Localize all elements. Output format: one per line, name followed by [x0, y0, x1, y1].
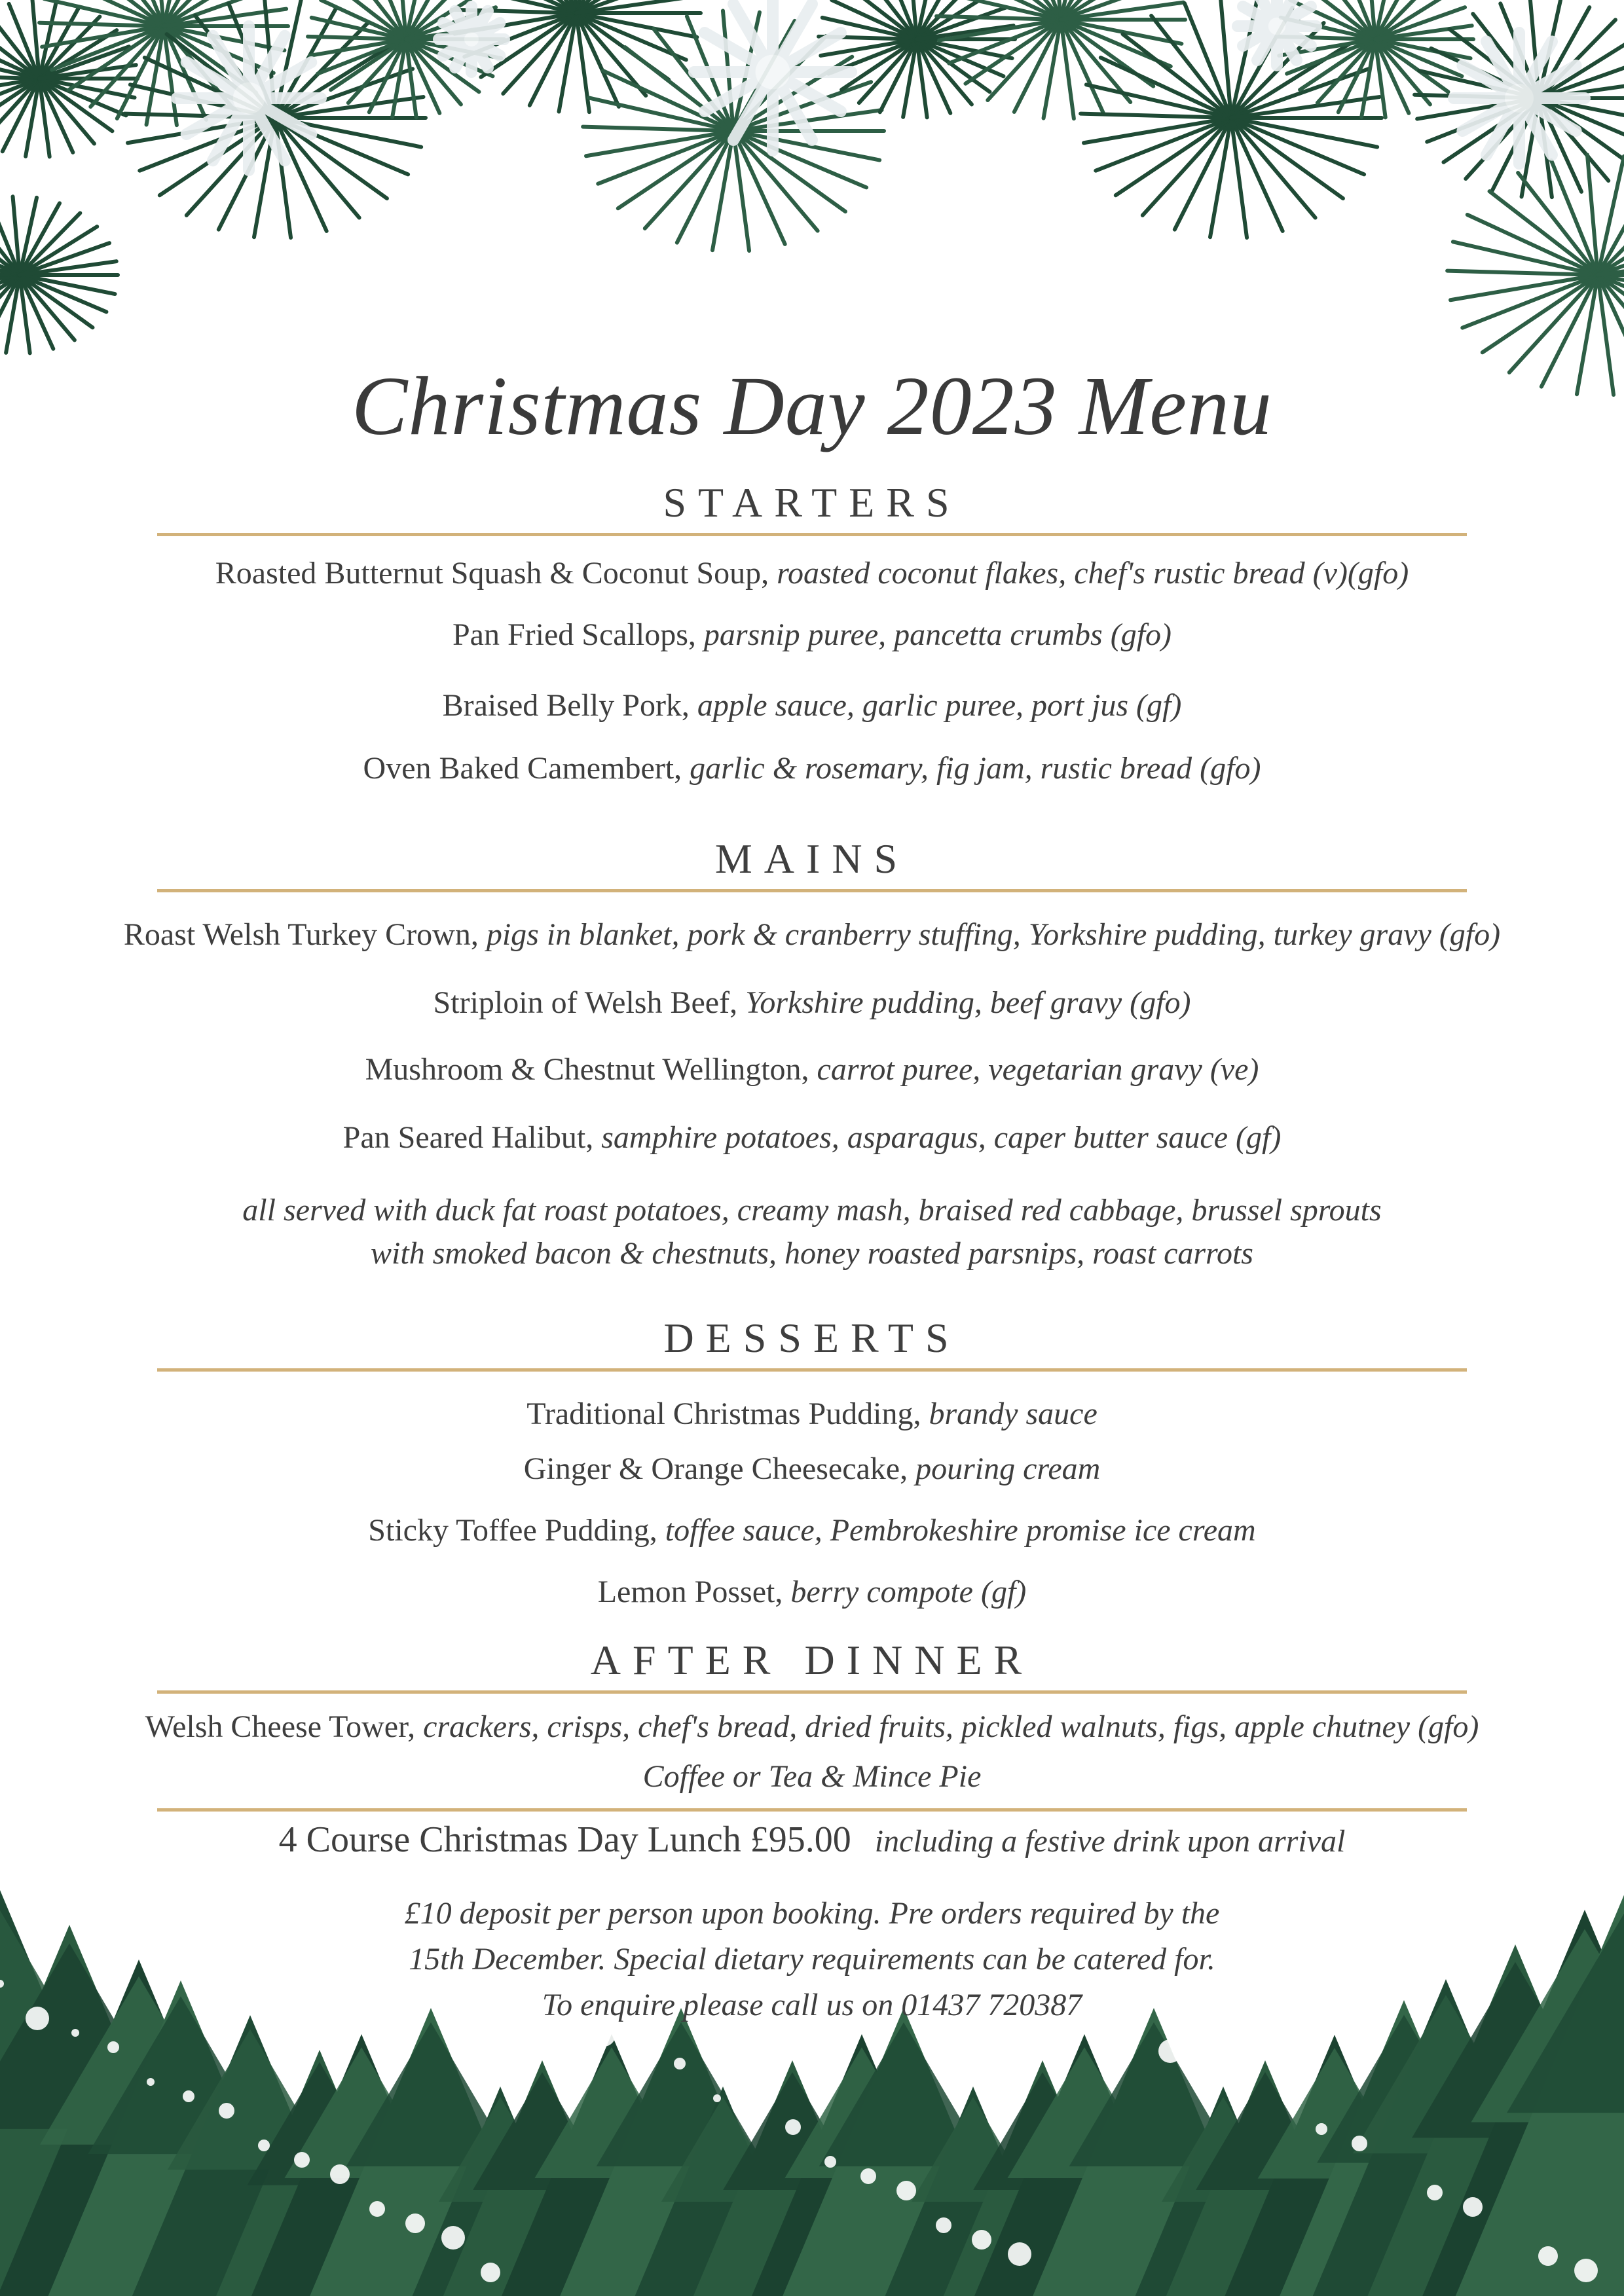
- snow-dot-icon: [1352, 2136, 1367, 2151]
- starter-item: [0, 614, 1624, 656]
- snow-dot-icon: [147, 2078, 155, 2086]
- snow-dot-icon: [896, 2181, 916, 2200]
- starter-item: [0, 748, 1624, 790]
- mains-heading: MAINS: [714, 835, 910, 882]
- booking-line: 15th December. Special dietary requirements can be catered for.: [409, 1942, 1215, 1977]
- price-inclusion: including a festive drink upon arrival: [874, 1824, 1346, 1859]
- snow-dot-icon: [107, 2041, 119, 2053]
- snow-dot-icon: [294, 2152, 310, 2168]
- item-name: Roasted Butternut Squash & Coconut Soup,: [215, 556, 769, 591]
- after-dinner-heading: AFTER DINNER: [590, 1637, 1034, 1683]
- snow-dot-icon: [972, 2230, 991, 2250]
- item-description: carrot puree, vegetarian gravy (ve): [817, 1052, 1259, 1087]
- item-name: Lemon Posset,: [597, 1575, 783, 1609]
- item-description: samphire potatoes, asparagus, caper butter sauce (gf): [601, 1120, 1282, 1155]
- menu-title: Christmas Day 2023 Menu: [351, 359, 1273, 452]
- snow-dot-icon: [824, 2156, 836, 2168]
- mains-served-with-note: [0, 1189, 1624, 1275]
- snow-dot-icon: [1204, 2062, 1212, 2069]
- note-line: all served with duck fat roast potatoes, creamy mash, braised red cabbage, brussel sprouts: [242, 1193, 1382, 1228]
- item-name: Traditional Christmas Pudding,: [526, 1396, 921, 1431]
- starter-item: [0, 685, 1624, 727]
- snow-dot-icon: [860, 2168, 876, 2184]
- snow-dot-icon: [441, 2226, 465, 2250]
- item-name: Braised Belly Pork,: [442, 688, 690, 723]
- pine-branch-icon: [936, 0, 1185, 118]
- dessert-item: [0, 1571, 1624, 1613]
- snow-dot-icon: [638, 2045, 646, 2053]
- item-description: roasted coconut flakes, chef's rustic bread (v)(gfo): [777, 556, 1409, 591]
- snow-dot-icon: [1427, 2185, 1443, 2200]
- price-line: [0, 1813, 1624, 1875]
- item-description: crackers, crisps, chef's bread, dried fruits, pickled walnuts, figs, apple chutney (gfo): [423, 1709, 1479, 1744]
- starters-divider: [157, 533, 1467, 536]
- item-description: brandy sauce: [929, 1396, 1098, 1431]
- item-description: berry compote (gf): [790, 1575, 1027, 1609]
- pine-branch-icon: [1277, 0, 1473, 117]
- pine-branch-icon: [1080, 0, 1382, 238]
- snow-dot-icon: [936, 2217, 951, 2233]
- item-description: pouring cream: [915, 1451, 1101, 1486]
- snow-dot-icon: [749, 2107, 761, 2119]
- booking-line: £10 deposit per person upon booking. Pre orders required by the: [404, 1896, 1220, 1931]
- pricing-divider: [157, 1808, 1467, 1812]
- dessert-item: [0, 1510, 1624, 1552]
- starters-heading: STARTERS: [663, 479, 961, 526]
- snow-dot-icon: [1538, 2246, 1558, 2266]
- dessert-item: [0, 1393, 1624, 1435]
- main-item: [0, 982, 1624, 1024]
- item-description: toffee sauce, Pembrokeshire promise ice cream: [665, 1513, 1256, 1548]
- snow-dot-icon: [405, 2214, 425, 2233]
- item-name: Roast Welsh Turkey Crown,: [123, 917, 479, 952]
- booking-info: [0, 1891, 1624, 2028]
- main-item: [0, 1049, 1624, 1091]
- snow-dot-icon: [1008, 2242, 1031, 2266]
- after-dinner-extra: [0, 1756, 1624, 1798]
- item-description: pigs in blanket, pork & cranberry stuffing, Yorkshire pudding, turkey gravy (gfo): [486, 917, 1501, 952]
- item-description: parsnip puree, pancetta crumbs (gfo): [703, 617, 1172, 652]
- snow-dot-icon: [369, 2201, 385, 2217]
- item-name: Ginger & Orange Cheesecake,: [523, 1451, 908, 1486]
- snow-dot-icon: [1158, 2039, 1182, 2063]
- desserts-heading: DESSERTS: [663, 1315, 961, 1361]
- snow-dot-icon: [183, 2090, 194, 2102]
- snow-dot-icon: [713, 2094, 721, 2102]
- item-description: apple sauce, garlic puree, port jus (gf): [697, 688, 1182, 723]
- snow-dot-icon: [219, 2103, 234, 2119]
- snowflake-icon: [439, 7, 504, 72]
- dessert-item: [0, 1448, 1624, 1490]
- snow-dot-icon: [1574, 2259, 1598, 2282]
- item-description: garlic & rosemary, fig jam, rustic bread (gfo): [690, 751, 1261, 786]
- snow-dot-icon: [258, 2140, 270, 2151]
- main-item: [0, 1117, 1624, 1159]
- snow-dot-icon: [1316, 2123, 1327, 2135]
- after-dinner-divider: [157, 1690, 1467, 1694]
- item-description: Yorkshire pudding, beef gravy (gfo): [745, 985, 1191, 1020]
- snow-dot-icon: [785, 2119, 801, 2135]
- item-name: Mushroom & Chestnut Wellington,: [365, 1052, 809, 1087]
- item-name: Pan Seared Halibut,: [342, 1120, 594, 1155]
- booking-line: To enquire please call us on 01437 720387: [542, 1988, 1082, 2022]
- snow-dot-icon: [1240, 2074, 1252, 2086]
- item-name: Striploin of Welsh Beef,: [433, 985, 738, 1020]
- main-item: [0, 914, 1624, 956]
- note-line: with smoked bacon & chestnuts, honey roasted parsnips, roast carrots: [371, 1236, 1253, 1271]
- snow-dot-icon: [330, 2164, 350, 2184]
- snow-dot-icon: [1463, 2197, 1483, 2217]
- item-description: Coffee or Tea & Mince Pie: [642, 1759, 982, 1794]
- desserts-divider: [157, 1368, 1467, 1372]
- snow-dot-icon: [674, 2058, 686, 2069]
- item-name: Oven Baked Camembert,: [363, 751, 682, 786]
- item-name: Sticky Toffee Pudding,: [368, 1513, 657, 1548]
- item-name: Pan Fried Scallops,: [452, 617, 696, 652]
- price-text: 4 Course Christmas Day Lunch £95.00: [278, 1819, 851, 1860]
- snow-dot-icon: [481, 2263, 500, 2282]
- item-name: Welsh Cheese Tower,: [145, 1709, 416, 1744]
- snow-dot-icon: [71, 2029, 79, 2037]
- pine-branch-icon: [0, 196, 118, 353]
- starter-item: [0, 553, 1624, 594]
- mains-divider: [157, 889, 1467, 892]
- after-dinner-item: [0, 1706, 1624, 1748]
